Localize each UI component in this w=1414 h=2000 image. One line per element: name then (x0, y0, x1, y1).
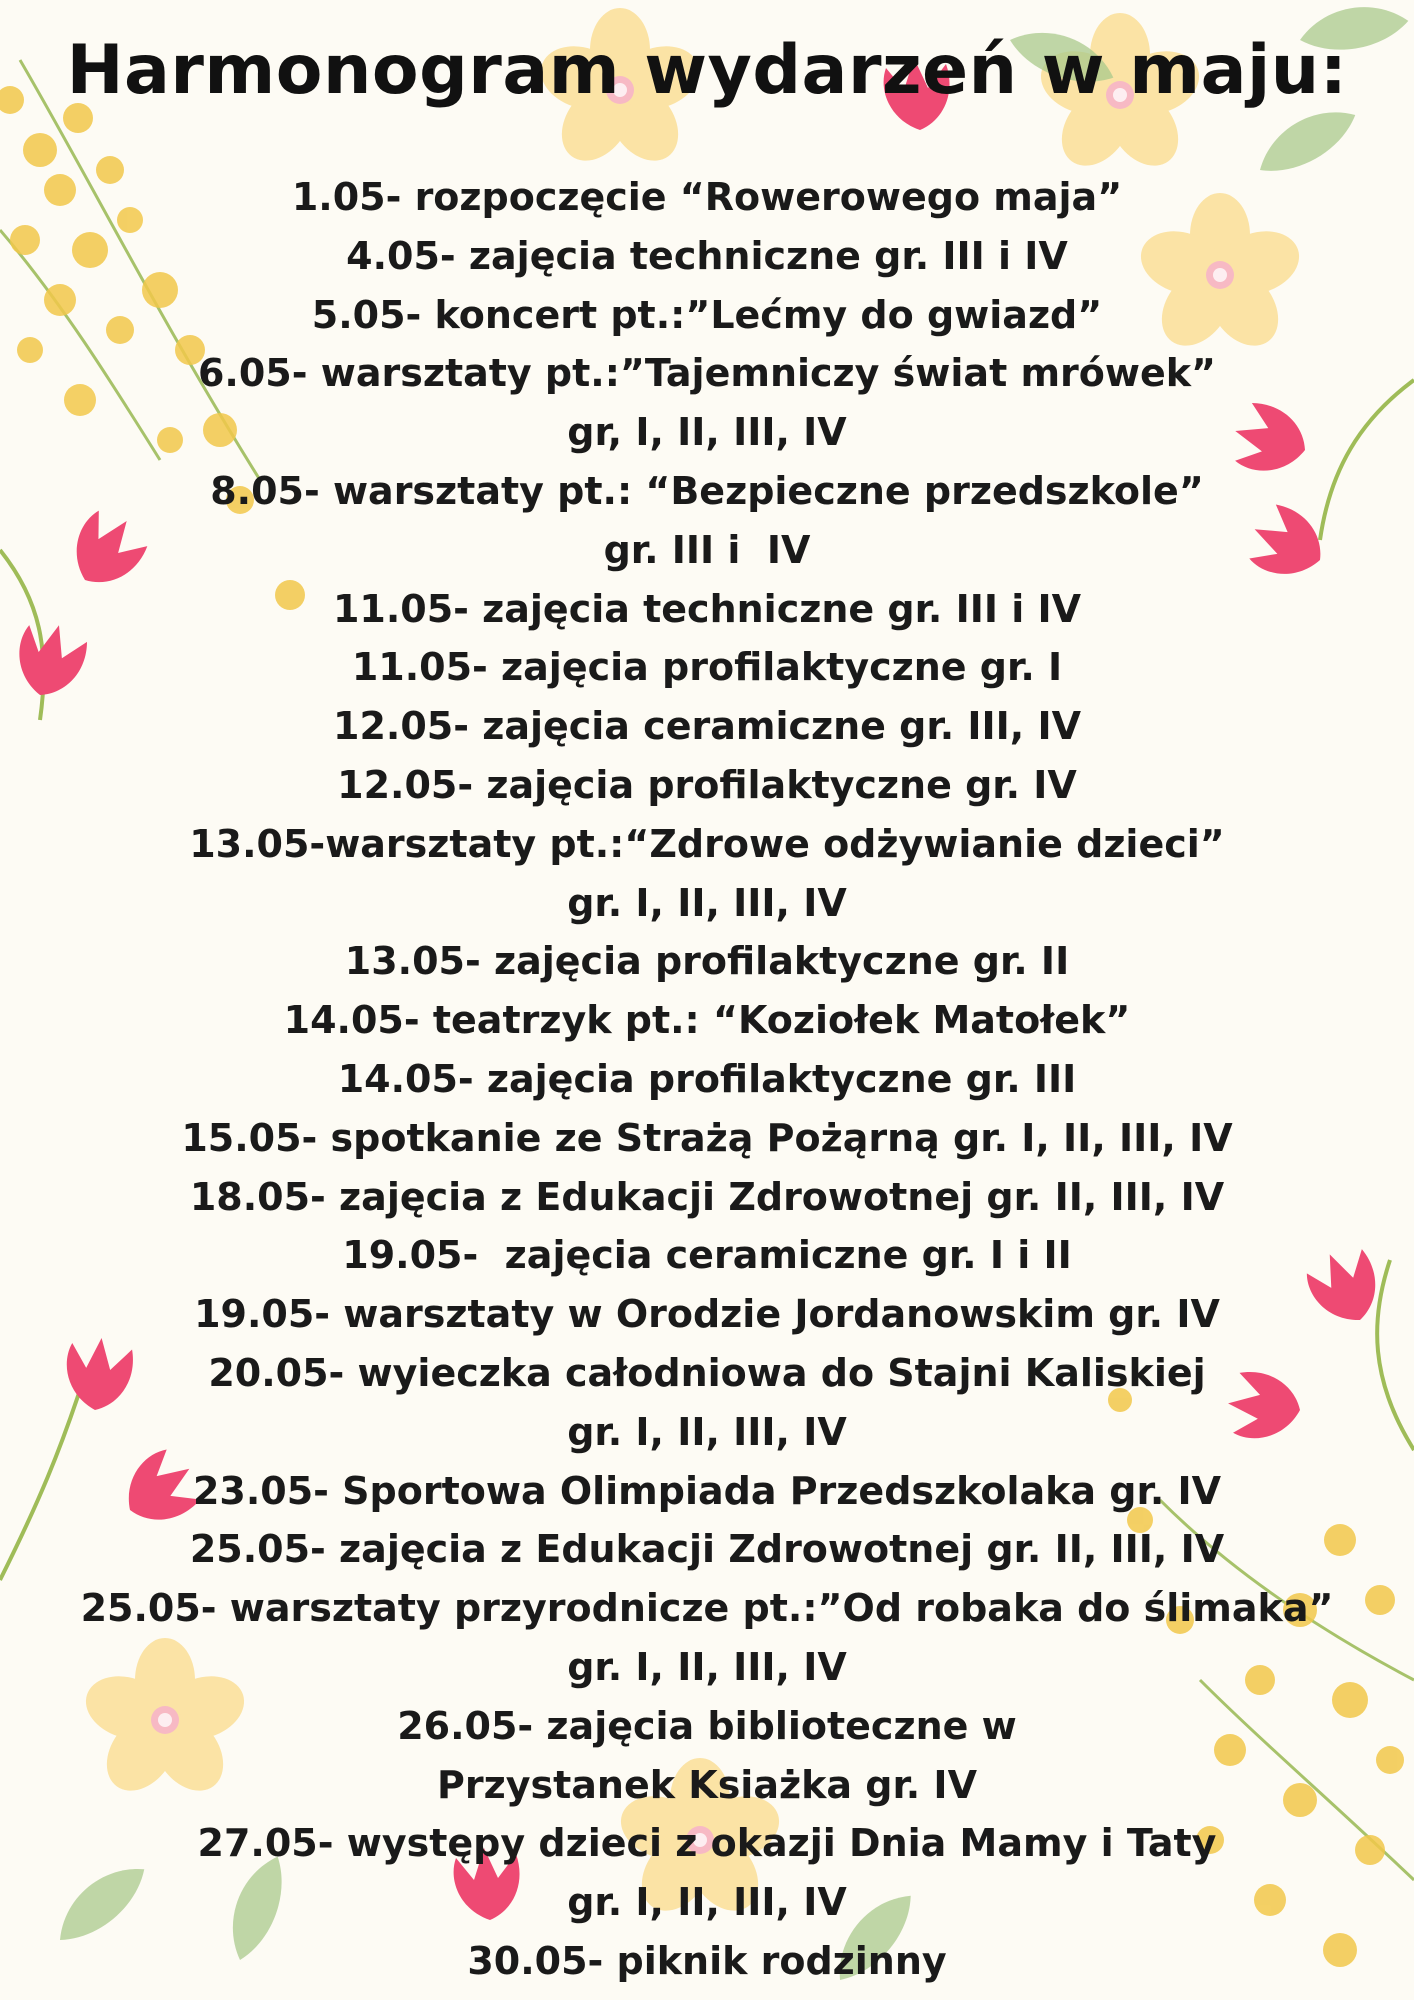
list-item: 19.05- zajęcia ceramiczne gr. I i II (342, 1233, 1072, 1278)
list-item: 5.05- koncert pt.:”Lećmy do gwiazd” (311, 292, 1103, 337)
list-item: 14.05- teatrzyk pt.: “Koziołek Matołek” (283, 998, 1131, 1043)
list-item: 6.05- warsztaty pt.:”Tajemniczy świat mrówek” (197, 351, 1217, 396)
list-item: 14.05- zajęcia profilaktyczne gr. III (337, 1056, 1077, 1101)
list-item: gr. I, II, III, IV (567, 1409, 847, 1454)
list-item: 25.05- zajęcia z Edukacji Zdrowotnej gr. II, III, IV (189, 1527, 1225, 1572)
list-item: 23.05- Sportowa Olimpiada Przedszkolaka gr. IV (192, 1468, 1222, 1513)
list-item: 11.05- zajęcia techniczne gr. III i IV (332, 586, 1082, 631)
list-item: gr. I, II, III, IV (567, 1644, 847, 1689)
list-item: 13.05- zajęcia profilaktyczne gr. II (344, 939, 1070, 984)
list-item: 11.05- zajęcia profilaktyczne gr. I (351, 645, 1063, 690)
list-item: 30.05- piknik rodzinny (467, 1938, 947, 1983)
page-title: Harmonogram wydarzeń w maju: (66, 31, 1348, 110)
list-item: 15.05- spotkanie ze Strażą Pożąrną gr. I, II, III, IV (181, 1115, 1233, 1160)
list-item: 12.05- zajęcia ceramiczne gr. III, IV (333, 704, 1081, 749)
list-item: 13.05-warsztaty pt.:“Zdrowe odżywianie dzieci” (189, 821, 1225, 866)
list-item: gr. III i IV (603, 527, 811, 572)
list-item: Przystanek Ksiażka gr. IV (437, 1762, 977, 1807)
list-item: gr. I, II, III, IV (567, 880, 847, 925)
list-item: 4.05- zajęcia techniczne gr. III i IV (346, 233, 1068, 278)
list-item: gr, I, II, III, IV (567, 410, 847, 455)
list-item: 26.05- zajęcia biblioteczne w (397, 1703, 1017, 1748)
list-item: 8.05- warsztaty pt.: “Bezpieczne przedszkole” (210, 468, 1204, 513)
list-item: gr. I, II, III, IV (567, 1880, 847, 1925)
list-item: 25.05- warsztaty przyrodnicze pt.:”Od robaka do ślimaka” (80, 1586, 1334, 1631)
list-item: 19.05- warsztaty w Orodzie Jordanowskim gr. IV (194, 1292, 1220, 1337)
list-item: 12.05- zajęcia profilaktyczne gr. IV (337, 762, 1077, 807)
list-item: 1.05- rozpoczęcie “Rowerowego maja” (291, 175, 1123, 219)
list-item: 18.05- zajęcia z Edukacji Zdrowotnej gr. II, III, IV (189, 1174, 1225, 1219)
list-item: 27.05- występy dzieci z okazji Dnia Mamy i Taty (197, 1821, 1217, 1866)
list-item: 20.05- wyieczka całodniowa do Stajni Kaliskiej (208, 1350, 1206, 1395)
event-list (0, 168, 1414, 1991)
